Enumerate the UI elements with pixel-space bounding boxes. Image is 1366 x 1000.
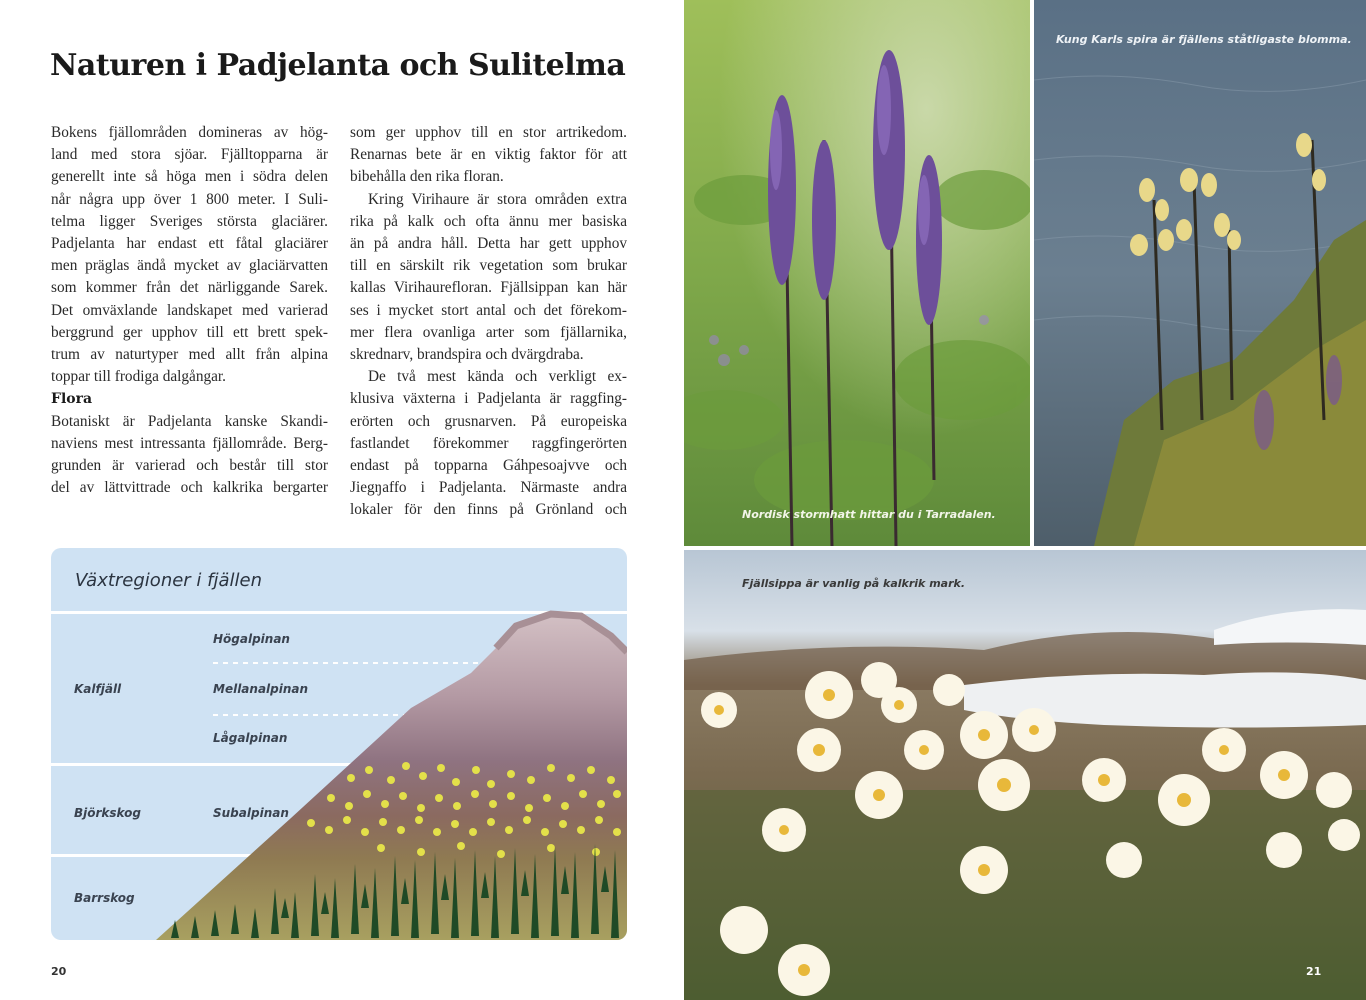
text-column-1 [51,122,328,499]
zone-label-bjorkskog: Björkskog [74,806,141,820]
text-line: generellt inte så höga men i södra delen [51,168,328,186]
text-line: skrednarv, brandspira och dvärgdraba. [350,346,584,364]
text-line: endast på topparna Gáhpesoajvve och [350,457,627,475]
fjallsippa-image [684,550,1366,1000]
text-line: lokaler för den finns på Grönland och [350,501,627,519]
text-line: berggrund ger upphov till ett brett spek- [51,323,328,341]
text-line: toppar till frodiga dalgångar. [51,368,227,386]
caption-fjallsippa: Fjällsippa är vanlig på kalkrik mark. [742,577,966,590]
paragraph [350,366,627,521]
kung-karls-spira-image [1034,0,1366,546]
stormhatt-image [684,0,1030,546]
vegetation-zones-diagram [51,548,627,940]
text-column-2 [350,122,627,522]
text-line: som ger upphov till en stor artrikedom. [350,124,627,141]
caption-kung-karls-spira: Kung Karls spira är fjällens ståtligaste blomma. [1056,33,1352,46]
text-line: telma ligger Sveriges största glaciärer. [51,212,328,230]
subzone-label-subalpinan: Subalpinan [213,806,289,820]
text-line: Bokens fjällområden domineras av hög- [51,124,328,141]
photo-fjallsippa [684,550,1366,1000]
text-line: kallas Virihaurefloran. Fjällsippan kan här [350,279,627,297]
text-line: Botaniskt är Padjelanta kanske Skandi- [51,412,328,430]
photo-kung-karls-spira [1034,0,1366,546]
text-line: land med stora sjöar. Fjälltopparna är [51,146,328,164]
text-line: mer flera ovanliga arter som fjällarnika, [350,323,627,341]
diagram-title: Växtregioner i fjällen [75,570,262,591]
text-line: Padjelanta har endast ett fåtal glaciärer [51,235,328,253]
text-line: klusiva växterna i Padjelanta är raggfing- [350,390,627,408]
text-line: fastlandet förekommer raggfingerörten [350,434,627,452]
page-number-left: 20 [51,965,67,978]
text-line: till en särskilt rik vegetation som brukar [350,257,627,275]
text-line: grunden är varierad och består till stor [51,457,328,475]
text-line: ses i mycket stort antal och det förekom- [350,301,627,319]
page-number-right: 21 [1306,965,1322,978]
text-line: rika på kalk och ofta ännu mer basiska [350,212,627,230]
text-line: bibehålla den rika floran. [350,168,504,186]
text-line: når några upp över 1 800 meter. I Suli- [51,190,328,208]
text-line: naviens mest intressanta fjällområde. Berg- [51,434,328,452]
subzone-label-mellanalpinan: Mellanalpinan [213,682,309,696]
caption-stormhatt: Nordisk stormhatt hittar du i Tarradalen. [742,508,996,521]
text-line: del av lättvittrade och kalkrika bergarter [51,479,328,497]
flora-paragraph [51,411,328,500]
page-title: Naturen i Padjelanta och Sulitelma [50,48,626,83]
text-line: Jiegŋaffo i Padjelanta. Närmaste andra [350,479,627,497]
text-line: trum av naturtyper med allt från alpina [51,346,328,364]
subzone-label-lagalpinan: Lågalpinan [213,731,288,745]
text-line: som kommer från det närliggande Sarek. [51,279,328,297]
photo-nordisk-stormhatt [684,0,1030,546]
text-line: men präglas ändå mycket av glaciärvatten [51,257,328,275]
subheading-flora: Flora [51,391,93,408]
paragraph [350,189,627,367]
zone-label-kalfjall: Kalfjäll [74,682,122,696]
text-line: erörten och grusnarven. På europeiska [350,412,627,430]
text-line: Renarnas bete är en viktig faktor för att [350,146,627,164]
right-page [684,0,1366,1000]
text-line: Kring Virihaure är stora områden extra [368,190,627,208]
text-line: än på andra håll. Detta har gett upphov [350,235,627,253]
text-line: De två mest kända och verkligt ex- [368,368,627,386]
text-line: Det omväxlande landskapet med varierad [51,301,328,319]
subzone-label-hogalpinan: Högalpinan [213,632,290,646]
mountain-illustration [51,548,627,940]
zone-label-barrskog: Barrskog [74,891,135,905]
paragraph [350,122,627,189]
intro-paragraph [51,122,328,388]
